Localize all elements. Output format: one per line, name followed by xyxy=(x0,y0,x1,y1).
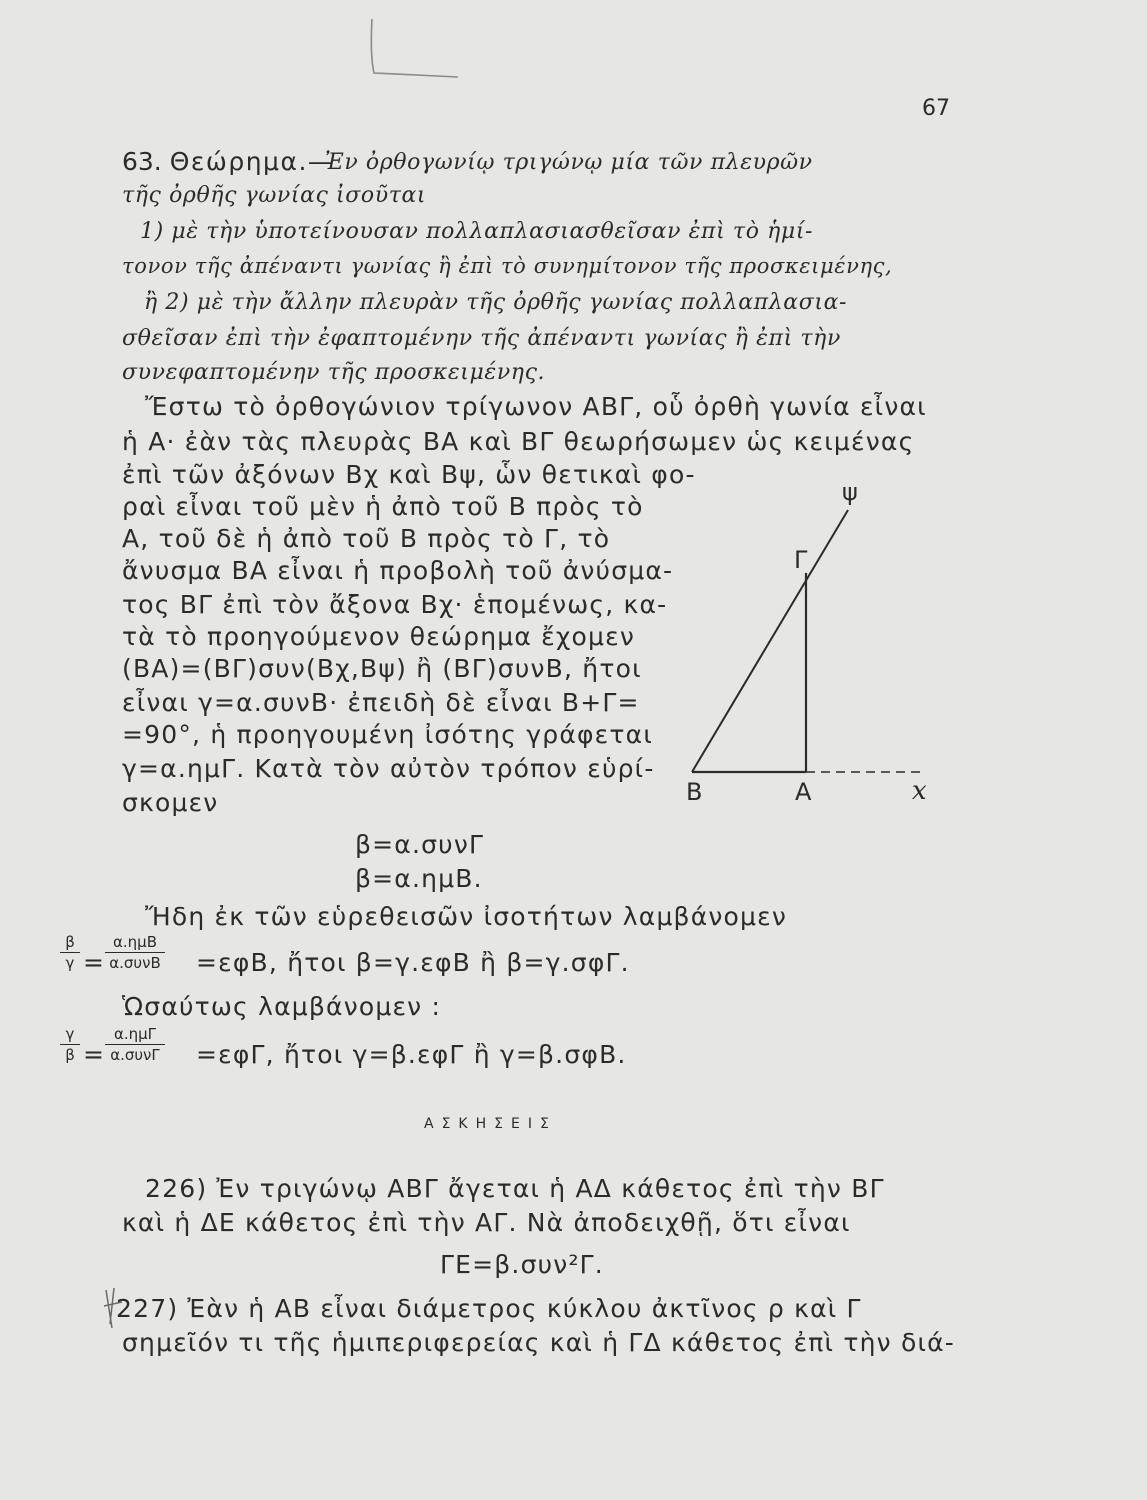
frac2-rhs xyxy=(105,1025,165,1064)
theorem-line-4: τονον τῆς ἀπέναντι γωνίας ἢ ἐπὶ τὸ συνημίτονον τῆς προσκειμένης, xyxy=(122,254,893,278)
exercise-226-line-1: 226) Ἐν τριγώνῳ ΑΒΓ ἄγεται ἡ ΑΔ κάθετος ἐπὶ τὴν ΒΓ xyxy=(145,1174,885,1203)
proof-wrapped-8: εἶναι γ=α.συνΒ· ἐπειδὴ δὲ εἶναι Β+Γ= xyxy=(122,688,640,717)
proof-wrapped-5: τος ΒΓ ἐπὶ τὸν ἄξονα Βχ· ἑπομένως, κα- xyxy=(122,590,668,619)
frac1-lhs xyxy=(60,933,80,972)
frac1-tail: =εφΒ, ἤτοι β=γ.εφΒ ἢ β=γ.σφΓ. xyxy=(196,948,630,977)
pencil-mark xyxy=(360,15,470,85)
frac2-lhs xyxy=(60,1025,80,1064)
proof-line-1: Ἔστω τὸ ὀρθογώνιον τρίγωνον ΑΒΓ, οὗ ὀρθὴ γωνία εἶναι xyxy=(145,392,927,421)
formulas-intro: Ἤδη ἐκ τῶν εὑρεθεισῶν ἰσοτήτων λαμβάνομεν xyxy=(145,902,788,931)
theorem-line-7: συνεφαπτομένην τῆς προσκειμένης. xyxy=(122,360,546,385)
label-b: Β xyxy=(686,778,703,806)
proof-wrapped-9: =90°, ἡ προηγουμένη ἰσότης γράφεται xyxy=(122,720,653,749)
proof-wrapped-2: ραὶ εἶναι τοῦ μὲν ἡ ἀπὸ τοῦ Β πρὸς τὸ xyxy=(122,492,644,521)
frac2-rhs-num: α.ημΓ xyxy=(105,1025,165,1045)
theorem-number: 63. xyxy=(122,147,162,176)
formula-beta-sin: β=α.ημΒ. xyxy=(355,864,483,893)
frac2-rhs-den: α.συνΓ xyxy=(110,1046,160,1064)
theorem-title: Θεώρημα.— xyxy=(169,147,335,176)
theorem-line-3: 1) μὲ τὴν ὑποτείνουσαν πολλαπλασιασθεῖσαν ἐπὶ τὸ ἡμί- xyxy=(140,219,814,244)
theorem-line-2: τῆς ὀρθῆς γωνίας ἰσοῦται xyxy=(122,183,427,208)
frac2-eq: = xyxy=(83,1040,106,1069)
frac2-tail: =εφΓ, ἤτοι γ=β.εφΓ ἢ γ=β.σφΒ. xyxy=(196,1040,627,1069)
exercise-227-line-1: 227) Ἐὰν ἡ ΑΒ εἶναι διάμετρος κύκλου ἀκτῖνος ρ καὶ Γ xyxy=(116,1294,862,1323)
proof-line-2: ἡ Α· ἐὰν τὰς πλευρὰς ΒΑ καὶ ΒΓ θεωρήσωμεν ὡς κειμένας xyxy=(122,427,915,456)
label-x: x xyxy=(912,776,927,806)
exercise-226-line-2: καὶ ἡ ΔΕ κάθετος ἐπὶ τὴν ΑΓ. Νὰ ἀποδειχθῇ, ὅτι εἶναι xyxy=(122,1208,851,1237)
triangle-figure xyxy=(680,480,960,820)
proof-wrapped-3: Α, τοῦ δὲ ἡ ἀπὸ τοῦ Β πρὸς τὸ Γ, τὸ xyxy=(122,524,611,553)
proof-wrapped-4: ἄνυσμα ΒΑ εἶναι ἡ προβολὴ τοῦ ἀνύσμα- xyxy=(122,556,674,585)
theorem-line-1: Ἐν ὀρθογωνίῳ τριγώνῳ μία τῶν πλευρῶν xyxy=(325,150,813,175)
label-psi: ψ xyxy=(842,478,858,506)
frac2-lhs-num: γ xyxy=(60,1025,80,1045)
frac1-lhs-den: γ xyxy=(65,954,75,972)
theorem-heading xyxy=(122,147,334,176)
exercises-heading: ΑΣΚΗΣΕΙΣ xyxy=(424,1116,557,1132)
formula-beta-cos: β=α.συνΓ xyxy=(355,830,485,859)
theorem-line-6: σθεῖσαν ἐπὶ τὴν ἐφαπτομένην τῆς ἀπέναντι γωνίας ἢ ἐπὶ τὴν xyxy=(122,326,841,351)
proof-wrapped-1: ἐπὶ τῶν ἀξόνων Βχ καὶ Βψ, ὧν θετικαὶ φο- xyxy=(122,460,696,489)
axis-psi-line xyxy=(692,510,848,772)
page-number: 67 xyxy=(922,96,950,121)
frac2-lhs-den: β xyxy=(65,1046,75,1064)
frac1-eq: = xyxy=(83,948,106,977)
proof-wrapped-7: (ΒΑ)=(ΒΓ)συν(Βχ,Βψ) ἢ (ΒΓ)συνΒ, ἤτοι xyxy=(122,654,642,683)
likewise-line: Ὡσαύτως λαμβάνομεν : xyxy=(122,992,442,1021)
frac1-rhs xyxy=(105,933,165,972)
proof-wrapped-11: σκομεν xyxy=(122,788,219,817)
theorem-line-5: ἢ 2) μὲ τὴν ἄλλην πλευρὰν τῆς ὀρθῆς γωνίας πολλαπλασια- xyxy=(144,290,848,315)
exercise-227-line-2: σημεῖόν τι τῆς ἡμιπεριφερείας καὶ ἡ ΓΔ κάθετος ἐπὶ τὴν διά- xyxy=(122,1328,956,1357)
proof-wrapped-6: τὰ τὸ προηγούμενον θεώρημα ἔχομεν xyxy=(122,622,636,651)
frac1-rhs-den: α.συνΒ xyxy=(109,954,161,972)
frac1-lhs-num: β xyxy=(60,933,80,953)
exercise-226-formula: ΓΕ=β.συν²Γ. xyxy=(440,1250,604,1279)
label-a: Α xyxy=(795,778,812,806)
frac1-rhs-num: α.ημΒ xyxy=(105,933,165,953)
proof-wrapped-10: γ=α.ημΓ. Κατὰ τὸν αὐτὸν τρόπον εὑρί- xyxy=(122,754,655,783)
label-gamma: Γ xyxy=(794,546,808,574)
